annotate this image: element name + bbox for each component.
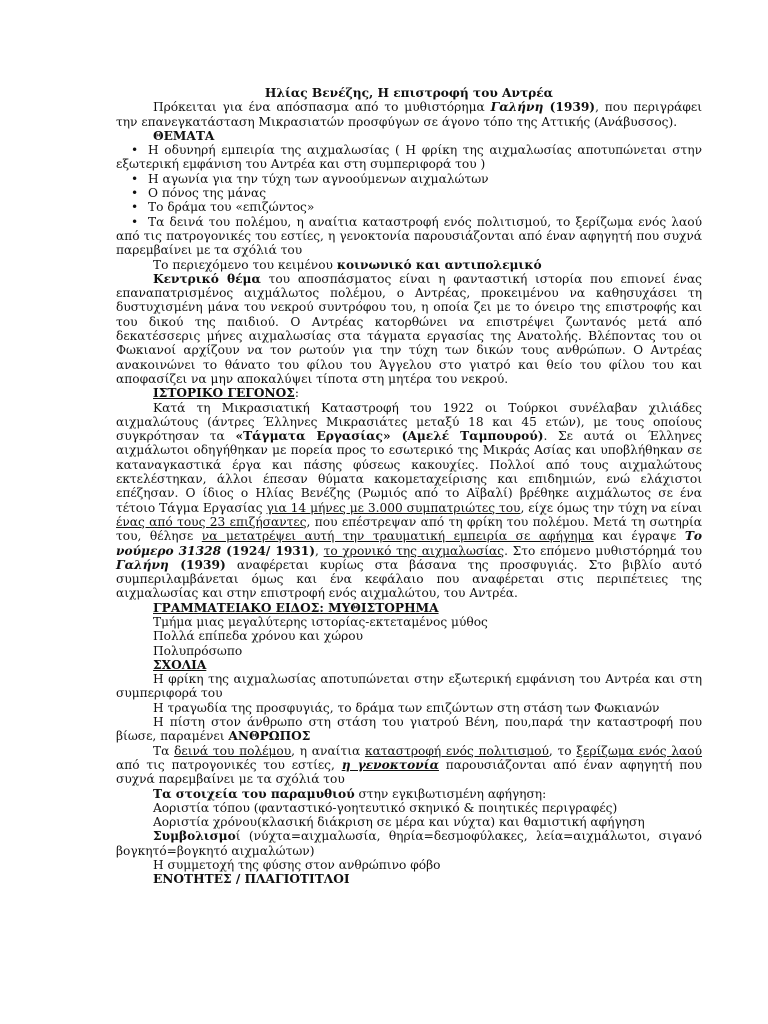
comment-paragraph <box>116 829 702 858</box>
comment-text: στην εγκιβωτισμένη αφήγηση: <box>354 786 547 801</box>
theme-item <box>116 172 702 186</box>
theme-item <box>116 186 702 200</box>
comment-text: παρουσιάζονται από έναν αφηγητή που συχνά παρεμβαίνει με τα σχόλιά του <box>116 757 702 787</box>
genre-heading: ΓΡΑΜΜΑΤΕΙΑΚΟ ΕΙΔΟΣ: ΜΥΘΙΣΤΟΡΗΜΑ <box>153 600 439 615</box>
comment-text: ί (νύχτα=αιχμαλωσία, θηρία=δεσμοφύλακες, λεία=αιχμάλωτοι, σιγανό βογκητό=βογκητό αιχμαλώτων) <box>116 829 702 858</box>
theme-text: Ο πόνος της μάνας <box>148 186 267 201</box>
comment-underline: δεινά του πολέμου <box>174 743 292 758</box>
history-text: . Σε αυτά οι Έλληνες αιχμάλωτοι οδηγήθηκαν με πορεία προς το εσωτερικό της Μικράς Ασίας και υποβλήθηκαν σε καταναγκαστικά έργα και πάσης φύσεως κακουχίες. Πολλοί από τους αιχμαλώτους εκτελέστηκαν, άλλοι έπεσαν θύματα κακομεταχείρισης και επιδημιών, ενώ ελάχιστοι επέζησαν. Ο ίδιος ο Ηλίας Βενέζης (Ρωμιός από το Αϊβαλί) βρέθηκε αιχμάλωτος σε ένα τέτοιο Τάγμα Εργασίας <box>116 429 702 515</box>
theme-item <box>116 143 702 172</box>
central-theme-paragraph <box>116 272 702 386</box>
central-theme-label: Κεντρικό θέμα <box>153 271 261 286</box>
comment-underline: ξερίζωμα ενός λαού <box>576 743 703 758</box>
intro-text: Πρόκειται για ένα απόσπασμα από το μυθιστόρημα <box>153 100 491 115</box>
history-text: , που επέστρεψαν από τη φρίκη του πολέμου. Μετά τη σωτηρία του, θέλησε <box>116 514 702 544</box>
theme-text: Τα δεινά του πολέμου, η αναίτια καταστροφή ενός πολιτισμού, το ξερίζωμα ενός λαού από τις πατρογονικές του εστίες, η γενοκτονία παρουσιάζονται από έναν αφηγητή που συχνά παρεμβαίνει με τα σχόλιά του <box>116 214 702 258</box>
comment-text: από τις πατρογονικές του εστίες, <box>116 757 342 772</box>
comment-text: Η πίστη στον άνθρωπο στη στάση του γιατρού Βένη, που,παρά την καταστροφή που βίωσε, παραμένει <box>116 715 702 744</box>
theme-item <box>116 215 702 258</box>
document-page <box>116 86 702 887</box>
history-underline: το χρονικό της αιχμαλωσίας <box>323 543 505 558</box>
genre-line: Τμήμα μιας μεγαλύτερης ιστορίας-εκτεταμένος μύθος <box>153 614 488 629</box>
history-text: και έγραψε <box>593 529 685 544</box>
history-book-title: Γαλήνη <box>116 557 169 572</box>
content-text: Το περιεχόμενο του κειμένου <box>153 257 337 272</box>
theme-text: Το δράμα του «επιζώντος» <box>148 200 315 215</box>
theme-text: Η οδυνηρή εμπειρία της αιχμαλωσίας ( Η φρίκη της αιχμαλωσίας αποτυπώνεται στην εξωτερική εμφάνιση του Αντρέα και στη συμπεριφορά του ) <box>116 143 702 172</box>
intro-paragraph <box>116 100 702 129</box>
history-book-title: Το νούμερο 31328 <box>116 529 703 558</box>
comment-paragraph: Η τραγωδία της προσφυγιάς, το δράμα των επιζώντων στη στάση των Φωκιανών <box>153 700 660 715</box>
genre-line: Πολυπρόσωπο <box>153 643 243 658</box>
comment-bold: Συμβολισμο <box>153 829 236 844</box>
central-theme-text: του αποσπάσματος είναι η φανταστική ιστορία που επιονεί ένας επαναπατρισμένος αιχμάλωτος πολέμου, ο Αντρέας, προκειμένου να καθησυχάσει τη δυστυχισμένη μάνα του νεκρού συντρόφου του, η οποία ζει με το όνειρο της επιστροφής και του δικού της παιδιού. Ο Αντρέας κατορθώνει να επιστρέψει ζωντανός μετά από δεκατέσσερις μήνες αιχμαλωσίας στα τάγματα εργασίας της Ανατολής. Βλέποντας του οι Φωκιανοί αρχίζουν να τον ρωτούν για την τύχη των δικών τους ανθρώπων. Ο Αντρέας ανακοινώνει το θάνατο του φίλου του Άγγελου στο γιατρό και θείο του φίλου του και αποφασίζει να μην αποκαλύψει τίποτα στη μητέρα του νεκρού. <box>116 271 702 386</box>
comments-heading: ΣΧΟΛΙΑ <box>153 657 207 672</box>
comment-bold-underline: η γενοκτονία <box>341 757 439 772</box>
history-underline: για 14 μήνες με 3.000 συμπατριώτες του <box>266 500 521 515</box>
intro-text-end: , που περιγράφει την επανεγκατάσταση Μικρασιατών προσφύγων σε άγονο τόπο της Αττικής (Ανάβυσσος). <box>116 100 702 129</box>
comment-paragraph: Η φρίκη της αιχμαλωσίας αποτυπώνεται στην εξωτερική εμφάνιση του Αντρέα και στη συμπεριφορά του <box>116 672 702 701</box>
history-text: Κατά τη Μικρασιατική Καταστροφή του 1922 οι Τούρκοι συνέλαβαν χιλιάδες αιχμαλώτους (άντρες Έλληνες Μικρασιάτες μεταξύ 18 και 45 ετών), με τους οποίους συγκρότησαν τα <box>116 400 702 444</box>
theme-item <box>116 200 702 214</box>
themes-heading: ΘΕΜΑΤΑ <box>153 128 215 143</box>
bullet-icon: • <box>131 214 139 229</box>
content-line <box>116 258 702 272</box>
comment-paragraph: Αοριστία τόπου (φανταστικό-γοητευτικό σκηνικό & ποιητικές περιγραφές) <box>153 800 618 815</box>
comment-paragraph <box>116 744 702 787</box>
comment-text: , το <box>548 743 577 758</box>
document-title: Ηλίας Βενέζης, Η επιστροφή του Αντρέα <box>264 86 554 100</box>
comment-text: Τα <box>153 743 175 758</box>
comment-text: , η αναίτια <box>291 743 365 758</box>
bullet-icon: • <box>131 171 139 186</box>
bullet-icon: • <box>131 143 139 158</box>
comment-underline: καταστροφή ενός πολιτισμού <box>364 743 549 758</box>
history-text: αναφέρεται κυρίως στα βάσανα της προσφυγιάς. Στο βιβλίο αυτό συμπεριλαμβάνεται όμως και ένα κεφάλαιο που αναφέρεται στις περιπέτειες της αιχμαλωσίας και στην επιστροφή ενός αιχμαλώτου, του Αντρέα. <box>116 557 702 601</box>
bullet-icon: • <box>131 186 139 201</box>
history-text: . Στο επόμενο μυθιστόρημά του <box>504 543 703 558</box>
content-emphasis: κοινωνικό και αντιπολεμικό <box>336 257 542 272</box>
history-paragraph <box>116 401 702 601</box>
theme-text: Η αγωνία για την τύχη των αγνοούμενων αιχμαλώτων <box>148 171 489 186</box>
work-title: Γαλήνη <box>490 100 544 115</box>
history-bold: (1924/ 1931) <box>221 543 316 558</box>
history-underline: ένας από τους 23 επιζήσαντες <box>116 514 307 529</box>
bullet-icon: • <box>131 200 139 215</box>
comment-paragraph: Αοριστία χρόνου(κλασική διάκριση σε μέρα και νύχτα) και θαμιστική αφήγηση <box>153 815 645 830</box>
history-text: , είχε όμως την τύχη να είναι <box>520 500 702 515</box>
work-year: (1939) <box>543 100 596 115</box>
history-text: , <box>315 543 324 558</box>
history-heading: ΙΣΤΟΡΙΚΟ ΓΕΓΟΝΟΣ <box>153 386 295 401</box>
history-underline: να μετατρέψει αυτή την τραυματική εμπειρία σε αφήγημα <box>201 529 594 544</box>
history-bold: «Τάγματα Εργασίας» (Αμελέ Ταμπουρού) <box>235 429 544 444</box>
comment-bold: ΑΝΘΡΩΠΟΣ <box>228 729 311 744</box>
comment-paragraph <box>116 715 702 744</box>
genre-line: Πολλά επίπεδα χρόνου και χώρου <box>153 629 364 644</box>
sections-heading: ΕΝΟΤΗΤΕΣ / ΠΛΑΓΙΟΤΙΤΛΟΙ <box>153 872 350 887</box>
history-colon: : <box>294 386 300 401</box>
comment-bold: Τα στοιχεία του παραμυθιού <box>153 786 355 801</box>
themes-list <box>116 143 702 257</box>
comment-paragraph <box>116 787 702 801</box>
history-bold: (1939) <box>168 557 226 572</box>
history-heading-line <box>116 386 702 400</box>
comment-paragraph: Η συμμετοχή της φύσης στον ανθρώπινο φόβο <box>153 858 441 873</box>
